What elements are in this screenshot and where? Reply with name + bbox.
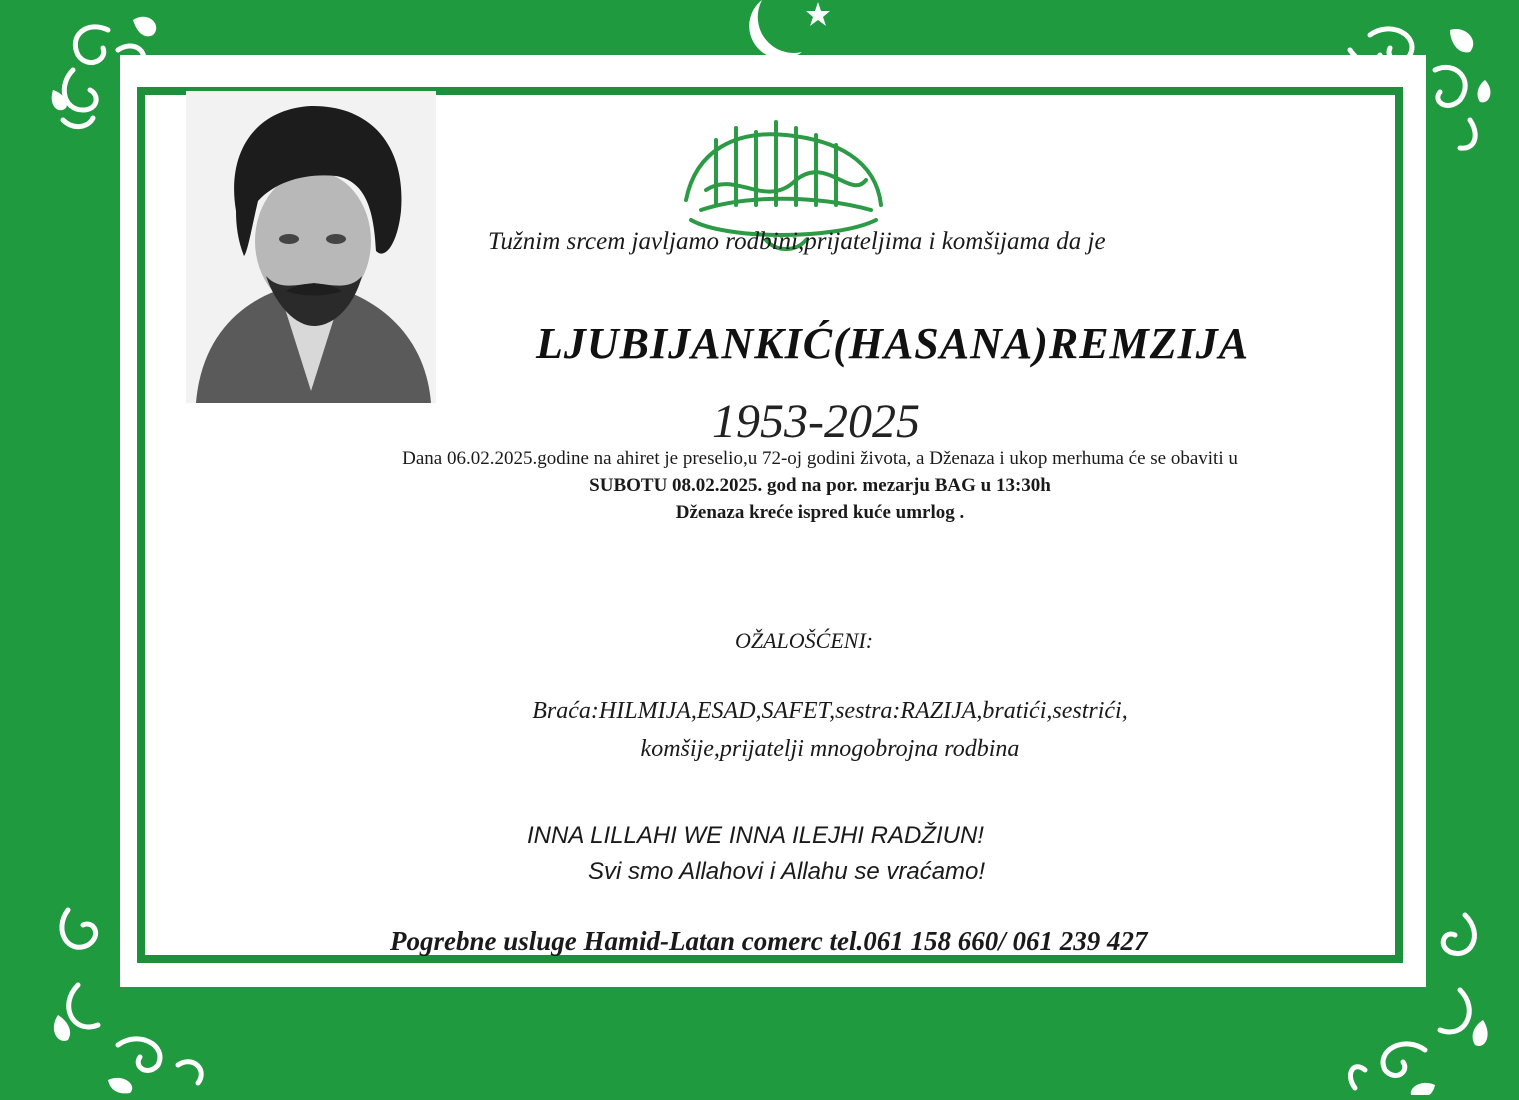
intro-text: Tužnim srcem javljamo rodbini,prijateljima i komšijama da je (488, 228, 1106, 255)
mourners-line-1: Braća:HILMIJA,ESAD,SAFET,sestra:RAZIJA,bratići,sestrići, (532, 698, 1128, 724)
mourners-line-2: komšije,prijatelji mnogobrojna rodbina (640, 736, 1020, 762)
deceased-name: LJUBIJANKIĆ(HASANA)REMZIJA (536, 319, 1250, 368)
prayer-line-2: Svi smo Allahovi i Allahu se vraćamo! (588, 858, 986, 885)
mourners-list (450, 692, 1210, 768)
prayer-line-1: INNA LILLAHI WE INNA ILEJHI RADŽIUN! (527, 822, 984, 849)
details-line-2-bold: SUBOTU 08.02.2025. god na por. mezarju BAG u 13:30h (589, 475, 1051, 496)
details-line-3-bold: Dženaza kreće ispred kuće umrlog . (675, 502, 965, 523)
funeral-service-footer: Pogrebne usluge Hamid-Latan comerc tel.061 158 660/ 061 239 427 (390, 926, 1148, 956)
portrait-photo (186, 91, 436, 403)
life-years: 1953-2025 (712, 395, 920, 448)
details-line-2 (280, 472, 1360, 499)
details-line-3 (280, 499, 1360, 526)
details-line-1: Dana 06.02.2025.godine na ahiret je preselio,u 72-oj godini života, a Dženaza i ukop merhuma će se obaviti u (402, 448, 1238, 469)
mourners-title: OŽALOŠĆENI: (735, 628, 874, 653)
funeral-details (280, 445, 1360, 526)
